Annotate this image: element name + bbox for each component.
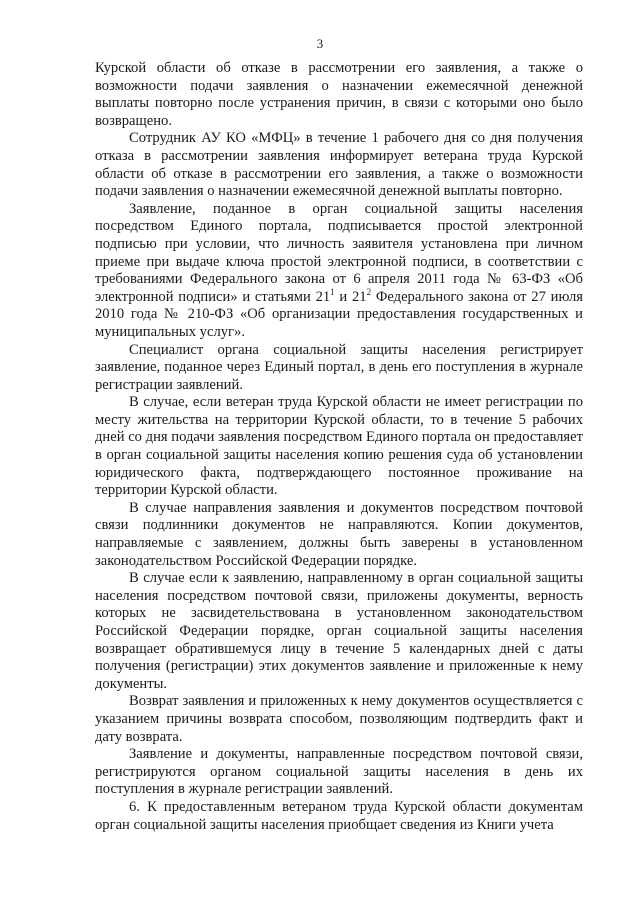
paragraph-registration: Специалист органа социальной защиты населения регистрирует заявление, поданное через Единый портал, в день его поступления в журнале регистрации заявлений.: [95, 341, 583, 393]
paragraph-return-method: Возврат заявления и приложенных к нему документов осуществляется с указанием причины возврата способом, позволяющим подтвердить факт и дату возврата.: [95, 693, 583, 745]
paragraph-text-before: Заявление, поданное в орган социальной защиты населения посредством Единого портала, подписывается простой электронной подписью при условии, что личность заявителя установлена при личном приеме при выдаче ключа простой электронной подписи, в соответствии с требованиями Федерального закона от 6 апреля 2011 года № 63-ФЗ «Об электронной подписи» и статьями 21: [95, 200, 583, 305]
paragraph-unverified-documents: В случае если к заявлению, направленному в орган социальной защиты населения посредством почтовой связи, приложены документы, верность которых не засвидетельствована в установленном законодательством Российской Федерации порядке, орган социальной защиты населения возвращает обратившемуся лицу в течение 5 календарных дней с даты получения (регистрации) этих документов заявление и приложенные к нему документы.: [95, 570, 583, 692]
document-body: [95, 60, 583, 834]
paragraph-postal-registration: Заявление и документы, направленные посредством почтовой связи, регистрируются органом социальной защиты населения в день их поступления в журнале регистрации заявлений.: [95, 746, 583, 798]
paragraph-item-6: 6. К предоставленным ветераном труда Курской области документам орган социальной защиты населения приобщает сведения из Книги учета: [95, 798, 583, 833]
paragraph-continuation: Курской области об отказе в рассмотрении его заявления, а также о возможности подачи заявления о назначении ежемесячной денежной выплаты повторно после устранения причин, в связи с которыми оно было возвращено.: [95, 60, 583, 129]
paragraph-text-after: Федерального закона от 27 июля 2010 года № 210-ФЗ «Об организации предоставления государственных и муниципальных услуг».: [95, 288, 583, 340]
paragraph-no-residence-registration: В случае, если ветеран труда Курской области не имеет регистрации по месту жительства на территории Курской области, то в течение 5 рабочих дней со дня подачи заявления посредством Единого портала он предоставляет в орган социальной защиты населения копию решения суда об установлении юридического факта, подтверждающего постоянное проживание на территории Курской области.: [95, 394, 583, 499]
paragraph-text-middle: и 21: [334, 288, 367, 305]
superscript-1: 1: [330, 286, 335, 297]
superscript-2: 2: [366, 286, 372, 297]
paragraph-electronic-signature: [95, 201, 583, 342]
page-number: 3: [316, 36, 324, 51]
paragraph-mfc-notification: Сотрудник АУ КО «МФЦ» в течение 1 рабочего дня со дня получения отказа в рассмотрении заявления информирует ветерана труда Курской области об отказе в рассмотрении его заявления, а также о возможности подачи заявления о назначении ежемесячной денежной выплаты повторно.: [95, 130, 583, 200]
paragraph-postal-submission: В случае направления заявления и документов посредством почтовой связи подлинники документов не направляются. Копии документов, направляемые с заявлением, должны быть заверены в установленном законодательством Российской Федерации порядке.: [95, 499, 583, 569]
